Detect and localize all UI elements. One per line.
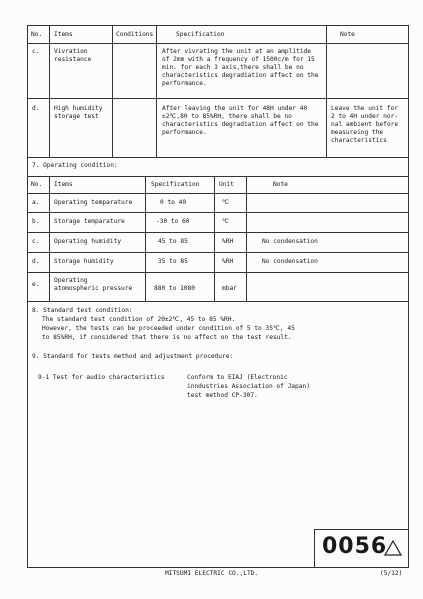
header-specification: Specification	[176, 31, 225, 38]
row-unit: ℃	[222, 218, 229, 225]
row-number: b.	[32, 218, 40, 225]
table-rule	[49, 176, 50, 301]
row-item: resistance	[54, 56, 92, 63]
row-spec: ±2℃,80 to 85%RH, there shall be no	[162, 113, 292, 120]
header-items: Items	[54, 181, 73, 188]
row-spec: 35 to 85	[158, 258, 188, 265]
footer-company: MITSUMI ELECTRIC CO.,LTD.	[165, 570, 259, 577]
table-rule	[27, 272, 409, 273]
table-rule	[27, 176, 409, 177]
header-note: Note	[273, 181, 288, 188]
row-unit: %RH	[222, 238, 234, 245]
row-item: Vivration	[54, 48, 88, 55]
header-note: Note	[340, 31, 355, 38]
section-8-line: to 85%RH, if considered that there is no affect on the test result.	[42, 334, 292, 341]
row-note: No condensation	[262, 238, 318, 245]
row-spec: 45 to 85	[158, 238, 188, 245]
header-no: No.	[31, 31, 43, 38]
row-item: Storage humidity	[54, 258, 114, 265]
row-note: measureing the	[331, 129, 384, 136]
section-8-line: However, the tests can be proceeded under condition of 5 to 35℃, 45	[42, 325, 295, 332]
revision-triangle-icon	[384, 540, 402, 556]
table-rule	[246, 176, 247, 301]
row-spec: performance.	[162, 80, 207, 87]
table-rule	[214, 176, 215, 301]
table-rule	[27, 232, 409, 233]
row-item: Operating temparature	[54, 199, 133, 206]
row-item: Operating	[54, 277, 88, 284]
row-spec: 880 to 1080	[154, 285, 195, 292]
section-9-item-line: inndustries Association of Japan)	[187, 383, 310, 390]
row-item: atomospheric pressure	[54, 285, 133, 292]
row-spec: characteristics degradiation affect on the	[162, 121, 319, 128]
row-note: characteristics	[331, 137, 387, 144]
row-unit: mbar	[222, 285, 237, 292]
section-7-title: 7. Operating condition:	[32, 162, 118, 169]
row-spec: -30 to 60	[156, 218, 190, 225]
document-number: 0056	[322, 534, 388, 559]
row-note: No condensation	[262, 258, 318, 265]
table-rule	[145, 176, 146, 301]
section-9-item-line: Conform to EIAJ (Electronic	[187, 374, 288, 381]
footer-page-number: (5/12)	[380, 570, 403, 577]
header-no: No.	[31, 181, 43, 188]
row-number: a.	[32, 199, 40, 206]
row-unit: ℃	[222, 199, 229, 206]
row-unit: %RH	[222, 258, 234, 265]
section-9-item-line: test method CP-307.	[187, 392, 258, 399]
header-specification: Specification	[151, 181, 200, 188]
row-item: storage test	[54, 113, 99, 120]
row-number: d.	[32, 258, 40, 265]
row-number: e.	[32, 281, 40, 288]
table-rule	[27, 98, 409, 99]
table-rule	[27, 252, 409, 253]
row-note: Leave the unit for	[331, 105, 399, 112]
row-spec: After leaving the unit for 48H under 40	[162, 105, 308, 112]
table-rule	[326, 25, 327, 157]
row-item: Operating humidity	[54, 238, 122, 245]
table-rule	[156, 25, 157, 157]
row-spec: min. for each 3 axis,there shall be no	[162, 64, 304, 71]
row-spec: After vivrating the unit at an amplitide	[162, 48, 312, 55]
section-9-title: 9. Standard for tests method and adjustment procedure:	[32, 353, 234, 360]
table-rule	[27, 212, 409, 213]
header-items: Items	[54, 31, 73, 38]
row-note: 2 to 4H under nor-	[331, 113, 399, 120]
row-item: High humidity	[54, 105, 103, 112]
row-number: d.	[32, 105, 40, 112]
row-number: c.	[32, 48, 40, 55]
table-rule	[49, 25, 50, 157]
table-rule	[27, 43, 409, 44]
row-note: nal ambient before	[331, 121, 399, 128]
table-rule	[112, 25, 113, 157]
row-item: Storage temparature	[54, 218, 125, 225]
table-rule	[27, 193, 409, 194]
row-spec: 0 to 40	[160, 199, 187, 206]
row-spec: of 2mm with a frequency of 1500c/m for 15	[162, 56, 315, 63]
section-8-line: The standard test condition of 20±2℃, 45 to 85 %RH.	[42, 316, 236, 323]
section-8-title: 8. Standard test condition:	[32, 307, 133, 314]
header-conditions: Conditions	[116, 31, 154, 38]
row-number: c.	[32, 238, 40, 245]
row-spec: performance.	[162, 129, 207, 136]
table-rule	[27, 301, 409, 302]
row-spec: characteristics degradiation affect on the	[162, 72, 319, 79]
table-rule	[27, 157, 409, 158]
header-unit: Unit	[219, 181, 234, 188]
section-9-item-label: 9-1 Test for audio characteristics	[38, 374, 165, 381]
